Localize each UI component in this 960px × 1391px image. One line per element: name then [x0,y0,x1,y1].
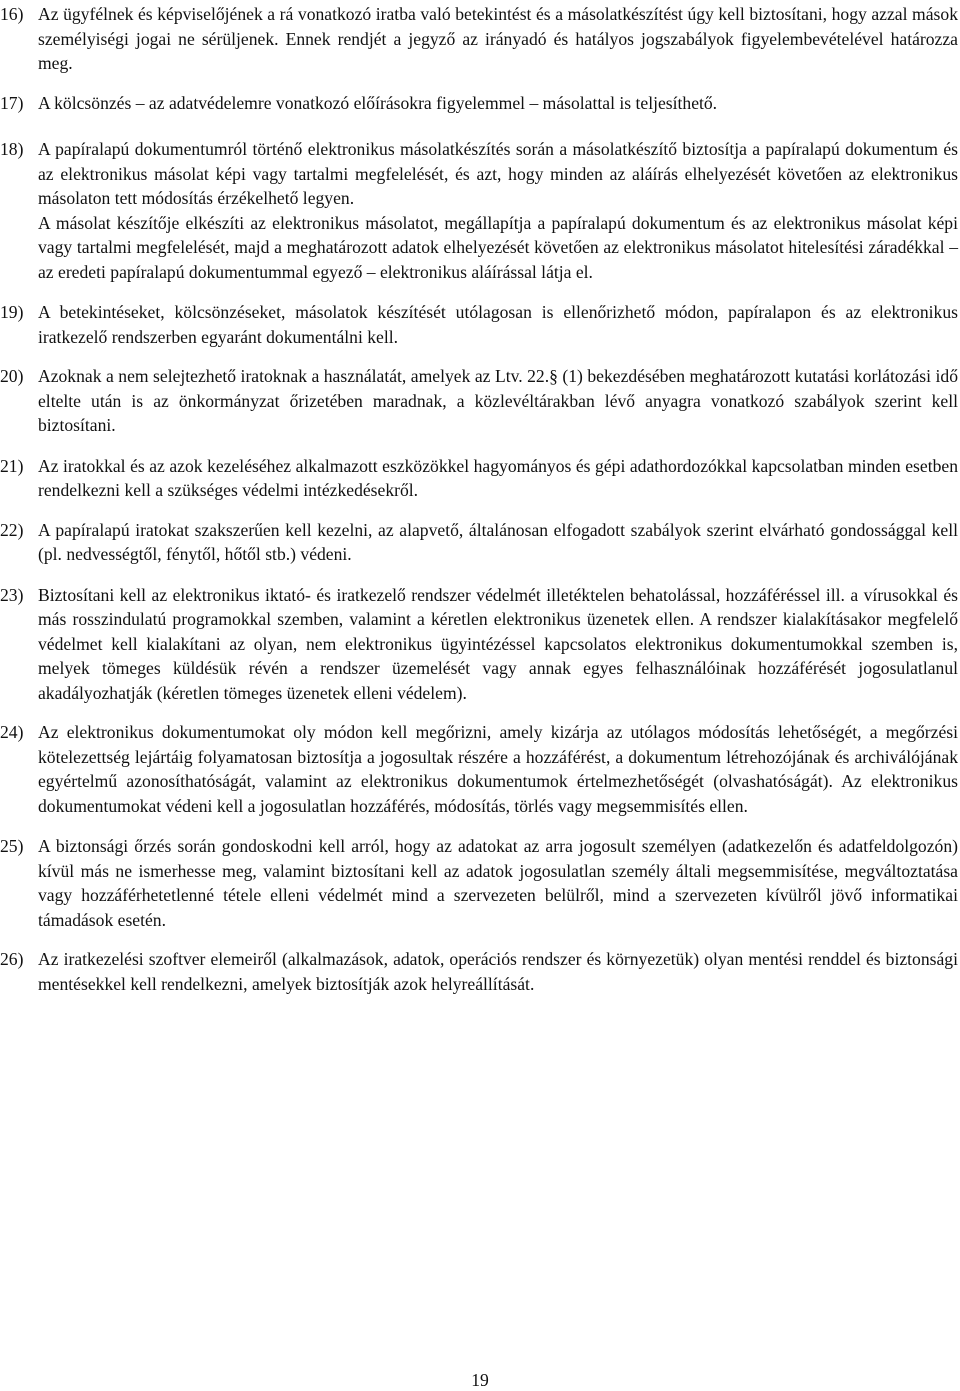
paragraph-text: Azoknak a nem selejtezhető iratoknak a használatát, amelyek az Ltv. 22.§ (1) bekezdésében meghatározott kutatási korlátozási idő eltelte után is az önkormányzat őrizetében maradnak, a közlevéltárakban lévő anyagra vonatkozó szabályok szerint kell biztosítani. [38,366,958,435]
paragraph-text: Az iratokkal és az azok kezeléséhez alkalmazott eszközökkel hagyományos és gépi adathordozókkal kapcsolatban minden esetben rendelkezni kell a szükséges védelmi intézkedésekről. [38,455,958,500]
paragraph-16 [0,2,958,76]
paragraph-20 [0,364,958,438]
page-number: 19 [471,1370,489,1390]
paragraph-text: Az elektronikus dokumentumokat oly módon kell megőrizni, amely kizárja az utólagos módosítás lehetőségét, a megőrzési kötelezettség lejártáig folyamatosan biztosítja a jogosultak részére a hozzáférést, a dokumentum létrehozójának és archiválójának egyértelmű azonosíthatóságát, valamint az elektronikus dokumentumok értelmezhetőségét (olvashatóságát). Az elektronikus dokumentumokat védeni kell a jogosulatlan hozzáférés, módosítás, törlés vagy megsemmisítés ellen. [38,722,958,816]
paragraph-number: 19) [0,302,24,322]
paragraph-17 [0,91,958,116]
paragraph-number: 22) [0,519,24,540]
paragraph-22 [0,518,958,567]
paragraph-number: 21) [0,455,24,476]
paragraph-body [38,137,958,284]
paragraph-number: 16) [0,4,24,24]
paragraph-25 [0,834,958,932]
paragraph-23 [0,583,958,706]
paragraph-18 [0,137,958,284]
paragraph-text: A betekintéseket, kölcsönzéseket, másolatok készítését utólagosan is ellenőrizhető módon, papíralapon és az elektronikus iratkezelő rendszerben egyaránt dokumentálni kell. [38,302,958,347]
paragraph-text: Biztosítani kell az elektronikus iktató- és iratkezelő rendszer védelmét illetéktelen behatolással, hozzáféréssel ill. a vírusokkal és más rosszindulatú programokkal szemben, valamint a kéretlen elektronikus üzenetek ellen. A rendszer kialakításakor megfelelő védelmet kell kialakítani az olyan, nem elektronikus ügyintézéssel kapcsolatos elektronikus dokumentumokkal szemben is, melyek tömeges küldésük révén a rendszer üzemelését vagy annak egyes felhasználóinak hozzáférését jogosulatlanul akadályozhatják (kéretlen tömeges üzenetek elleni védelem). [38,584,958,703]
paragraph-number: 23) [0,584,24,605]
paragraph-number: 18) [0,139,24,159]
paragraph-text: A kölcsönzés – az adatvédelemre vonatkozó előírásokra figyelemmel – másolattal is teljesíthető. [38,92,718,113]
document-page [0,2,958,996]
paragraph-24 [0,720,958,818]
paragraph-number: 20) [0,366,24,386]
paragraph-text-continued: A másolat készítője elkészíti az elektronikus másolatot, megállapítja a papíralapú dokumentum és az elektronikus másolat képi vagy tartalmi megfelelését, majd a meghatározott adatok elhelyezését követően az elektronikus másolatot hitelesítési záradékkal – az eredeti papíralapú dokumentummal egyező – elektronikus aláírással látja el. [38,212,958,282]
paragraph-21 [0,454,958,503]
paragraph-text: A papíralapú dokumentumról történő elektronikus másolatkészítés során a másolatkészítő biztosítja a papíralapú dokumentum és az elektronikus másolat képi vagy tartalmi megfelelését, és azt, hogy minden az aláírás elhelyezését követően az elektronikus másolaton tett módosítás érzékelhető legyen. [38,139,958,208]
paragraph-19 [0,300,958,349]
paragraph-26 [0,947,958,996]
paragraph-text: Az ügyfélnek és képviselőjének a rá vonatkozó iratba való betekintést és a másolatkészítést úgy kell biztosítani, hogy azzal mások személyiségi jogai ne sérüljenek. Ennek rendjét a jegyző az irányadó és hatályos jogszabályok figyelembevételével határozza meg. [38,4,958,73]
paragraph-text: Az iratkezelési szoftver elemeiről (alkalmazások, adatok, operációs rendszer és környezetük) olyan mentési renddel és biztonsági mentésekkel kell rendelkezni, amelyek biztosítják azok helyreállítását. [38,949,958,994]
paragraph-text: A papíralapú iratokat szakszerűen kell kezelni, az alapvető, általánosan elfogadott szabályok szerint elvárható gondossággal kell (pl. nedvességtől, fénytől, hőtől stb.) védeni. [38,519,958,564]
paragraph-number: 25) [0,836,24,856]
paragraph-number: 26) [0,949,24,969]
paragraph-number: 17) [0,92,24,113]
paragraph-number: 24) [0,722,24,742]
paragraph-text: A biztonsági őrzés során gondoskodni kell arról, hogy az adatokat az arra jogosult személyen (adatkezelőn és adatfeldolgozón) kívül más ne ismerhesse meg, valamint biztosítani kell az adatok jogosulatlan személy általi megsemmisítése, megváltoztatása vagy hozzáférhetetlenné tétele elleni védelmét mind a szervezeten belülről, mind a szervezeten kívülről jövő informatikai támadások esetén. [38,836,958,930]
